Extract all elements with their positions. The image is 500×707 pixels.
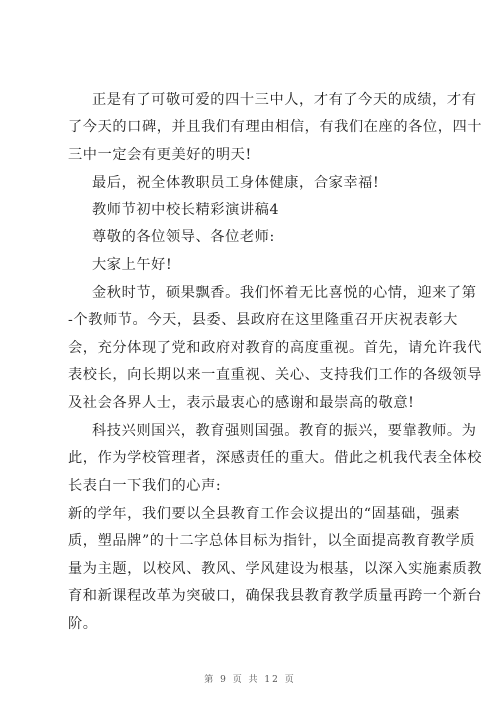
paragraph-line: 正是有了可敬可爱的四十三中人，才有了今天的成绩，才有 (92, 92, 477, 108)
paragraph-line: 质，塑品牌”的十二字总体目标为指针，以全面提高教育教学质 (68, 533, 476, 549)
paragraph-line: 表校长，向长期以来一直重视、关心、支持我们工作的各级领导 (68, 367, 483, 383)
section-title: 教师节初中校长精彩演讲稿4 (92, 202, 280, 218)
paragraph-line: 量为主题，以校风、教风、学风建设为根基，以深入实施素质教 (68, 561, 483, 577)
paragraph-line: 阶。 (68, 616, 98, 632)
paragraph-line: 金秋时节，硕果飘香。我们怀着无比喜悦的心情，迎来了第 (92, 285, 477, 301)
salutation: 尊敬的各位领导、各位老师: (92, 229, 275, 245)
paragraph-line: 最后，祝全体教职员工身体健康，合家幸福! (92, 175, 380, 191)
paragraph-line: 此，作为学校管理者，深感责任的重大。借此之机我代表全体校 (68, 450, 483, 466)
paragraph-line: 了今天的口碑，并且我们有理由相信，有我们在座的各位，四十 (68, 119, 483, 135)
paragraph-line: 新的学年，我们要以全县教育工作会议提出的“固基础，强素 (68, 506, 461, 522)
paragraph-line: 长表白一下我们的心声: (68, 478, 222, 494)
paragraph-line: 科技兴则国兴，教育强则国强。教育的振兴，要靠教师。为 (92, 423, 477, 439)
paragraph-line: 育和新课程改革为突破口，确保我县教育教学质量再跨一个新台 (68, 588, 483, 604)
paragraph-line: -个教师节。今天，县委、县政府在这里隆重召开庆祝表彰大 (68, 312, 458, 328)
paragraph-line: 三中一定会有更美好的明天! (68, 147, 252, 163)
greeting: 大家上午好! (92, 257, 173, 273)
page-number-footer: 第 9 页 共 12 页 (204, 675, 296, 685)
paragraph-line: 会，充分体现了党和政府对教育的高度重视。首先，请允许我代 (68, 340, 483, 356)
paragraph-line: 及社会各界人士，表示最衷心的感谢和最崇高的敬意! (68, 395, 415, 411)
